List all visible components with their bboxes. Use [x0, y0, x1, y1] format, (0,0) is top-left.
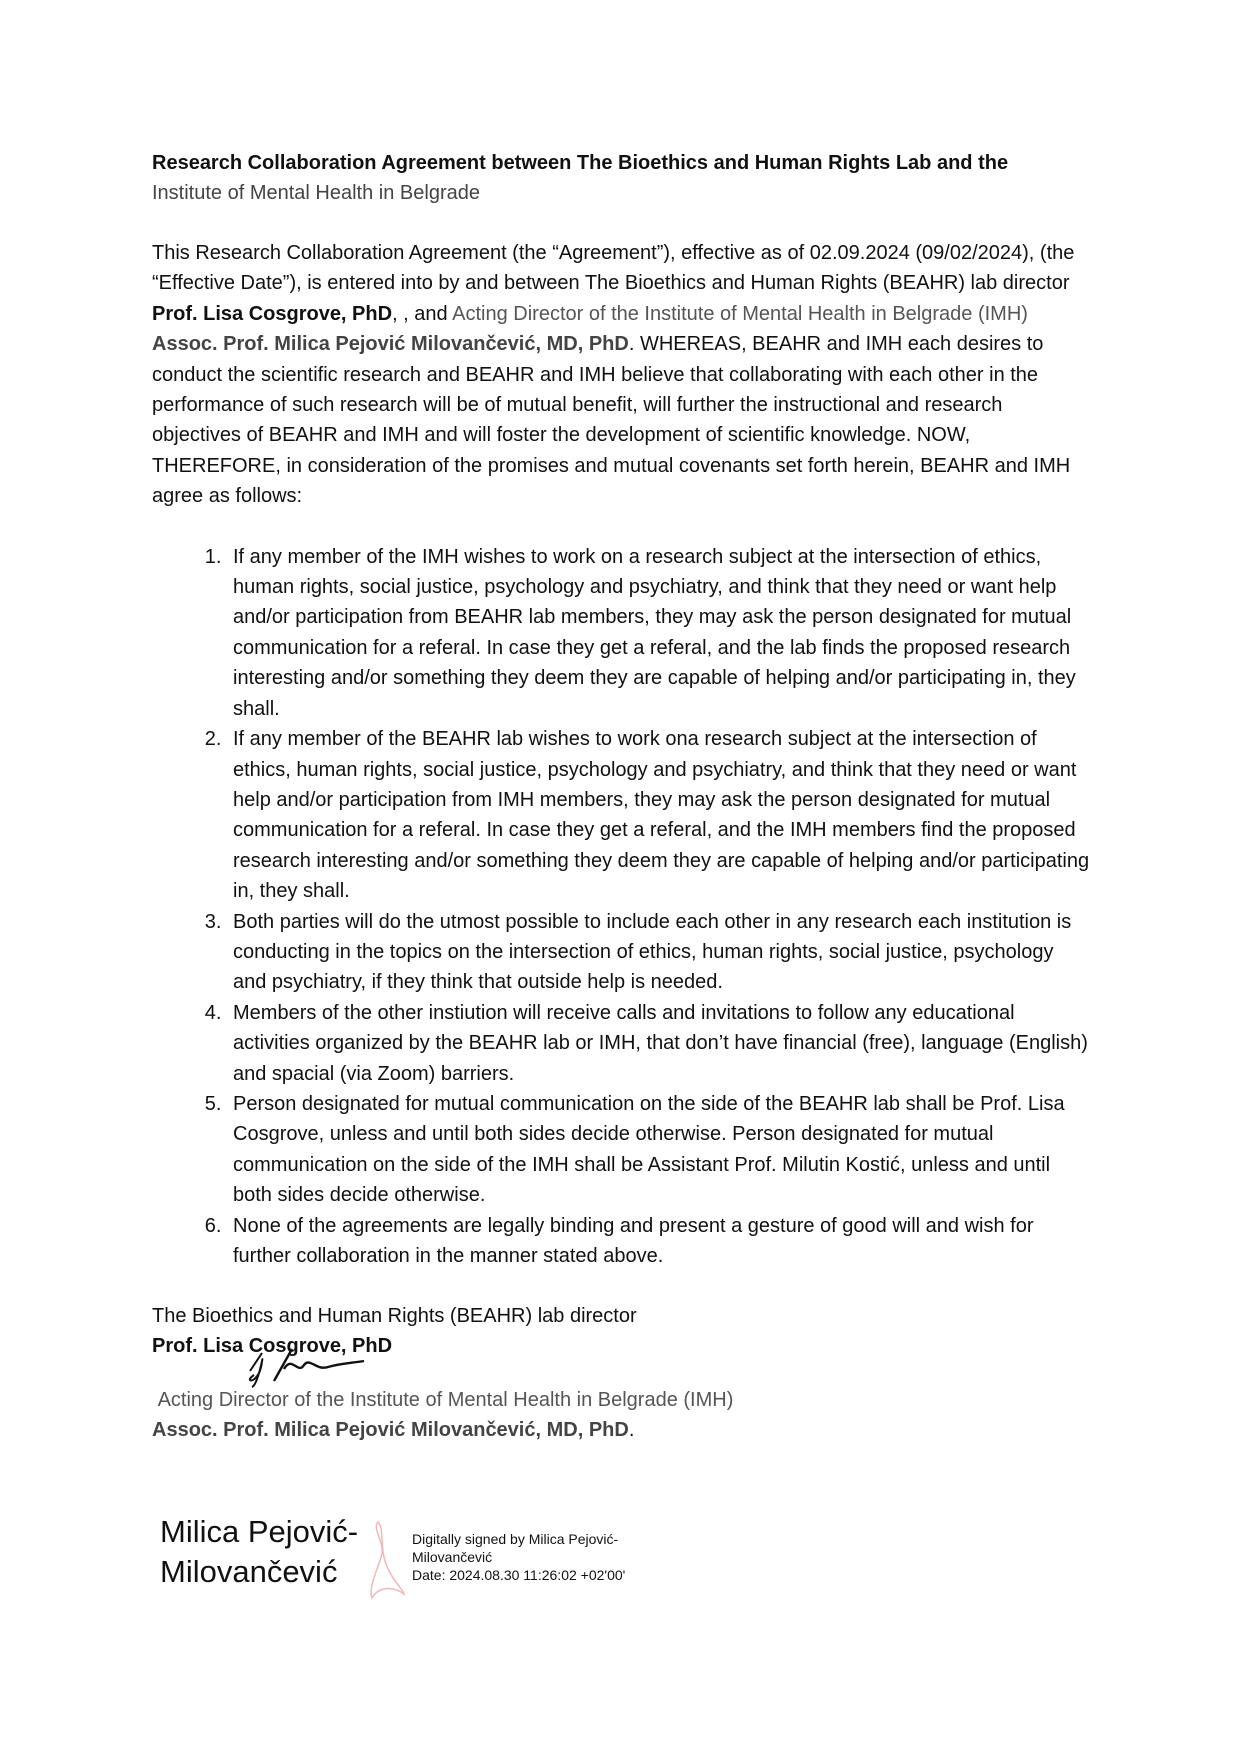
term-item: 6. None of the agreements are legally binding and present a gesture of good will and wish for further collaboration in the manner stated above. — [227, 1211, 1092, 1272]
party2-name-suffix: . — [628, 1419, 635, 1442]
digital-signature[interactable] — [160, 1508, 720, 1608]
party2-signature-name-line — [152, 1415, 1092, 1445]
digital-signature-name — [160, 1512, 358, 1592]
digital-info-line-2: Milovančević — [412, 1549, 493, 1565]
title-line-2: Institute of Mental Health in Belgrade — [152, 182, 480, 204]
party2-signature-role-text: Acting Director of the Institute of Mental Health in Belgrade (IMH) — [157, 1389, 734, 1412]
term-item: 1. If any member of the IMH wishes to work on a research subject at the intersection of ethics, human rights, social justice, psychology and psychiatry, and think that they need or want help and/or participation from BEAHR lab members, they may ask the person designated for mutual communication for a referal. In case they get a referal, and the lab finds the proposed research interesting and/or something they deem they are capable of helping and/or participating in, they shall. — [227, 542, 1092, 724]
party2-role: Acting Director of the Institute of Mental Health in Belgrade (IMH) — [452, 302, 1028, 325]
party2-name: Assoc. Prof. Milica Pejović Milovančević, MD, PhD — [152, 333, 629, 356]
party1-signature-role: The Bioethics and Human Rights (BEAHR) lab director — [152, 1305, 637, 1328]
intro-text-1: This Research Collaboration Agreement (the “Agreement”), effective as of 02.09.2024 (09/02/2024), (the “Effective Date”), is entered into by and between The Bioethics and Human Rights (BEAHR) lab director — [152, 242, 1075, 295]
digital-signature-info — [412, 1530, 625, 1584]
document-title — [152, 148, 1092, 208]
party1-name: Prof. Lisa Cosgrove, PhD — [152, 302, 393, 325]
term-item: 4. Members of the other instiution will receive calls and invitations to follow any educational activities organized by the BEAHR lab or IMH, that don’t have financial (free), language (English) and spacial (via Zoom) barriers. — [227, 998, 1092, 1089]
adobe-signature-mark-icon — [366, 1518, 406, 1602]
party2-signature-name: Assoc. Prof. Milica Pejović Milovančević, MD, PhD — [152, 1419, 629, 1442]
digital-info-date: Date: 2024.08.30 11:26:02 +02'00' — [412, 1567, 626, 1583]
term-item: 5. Person designated for mutual communication on the side of the BEAHR lab shall be Prof. Lisa Cosgrove, unless and until both sides decide otherwise. Person designated for mutual communication on the side of the IMH shall be Assistant Prof. Milutin Kostić, unless and until both sides decide otherwise. — [227, 1089, 1092, 1211]
intro-text-3: . WHEREAS, BEAHR and IMH each desires to conduct the scientific research and BEAHR and IMH believe that collaborating with each other in the performance of such research will be of mutual benefit, will further the instructional and research objectives of BEAHR and IMH and will foster the development of scientific knowledge. NOW, THEREFORE, in consideration of the promises and mutual covenants set forth herein, BEAHR and IMH agree as follows: — [152, 333, 1071, 508]
intro-paragraph — [152, 238, 1092, 512]
term-item: 2. If any member of the BEAHR lab wishes to work ona research subject at the intersection of ethics, human rights, social justice, psychology and psychiatry, and think that they need or want help and/or participation from IMH members, they may ask the person designated for mutual communication for a referal. In case they get a referal, and the IMH members find the proposed research interesting and/or something they deem they are capable of helping and/or participating in, they shall. — [227, 724, 1092, 906]
handwritten-signature-icon — [232, 1341, 372, 1391]
digital-info-line-1: Digitally signed by Milica Pejović- — [412, 1531, 619, 1547]
title-line-1: Research Collaboration Agreement between The Bioethics and Human Rights Lab and the — [152, 152, 1009, 174]
digital-name-line-2: Milovančević — [160, 1554, 338, 1589]
agreement-page — [152, 148, 1092, 1445]
term-item: 3. Both parties will do the utmost possible to include each other in any research each institution is conducting in the topics on the intersection of ethics, human rights, social justice, psychology and psychiatry, if they think that outside help is needed. — [227, 907, 1092, 998]
party1-signature-name: Prof. Lisa Cosgrove, PhD — [152, 1335, 393, 1358]
signature-block — [152, 1301, 1092, 1445]
intro-text-2: , , and — [392, 302, 453, 325]
terms-list — [152, 542, 1092, 1272]
digital-name-line-1: Milica Pejović- — [160, 1514, 359, 1549]
